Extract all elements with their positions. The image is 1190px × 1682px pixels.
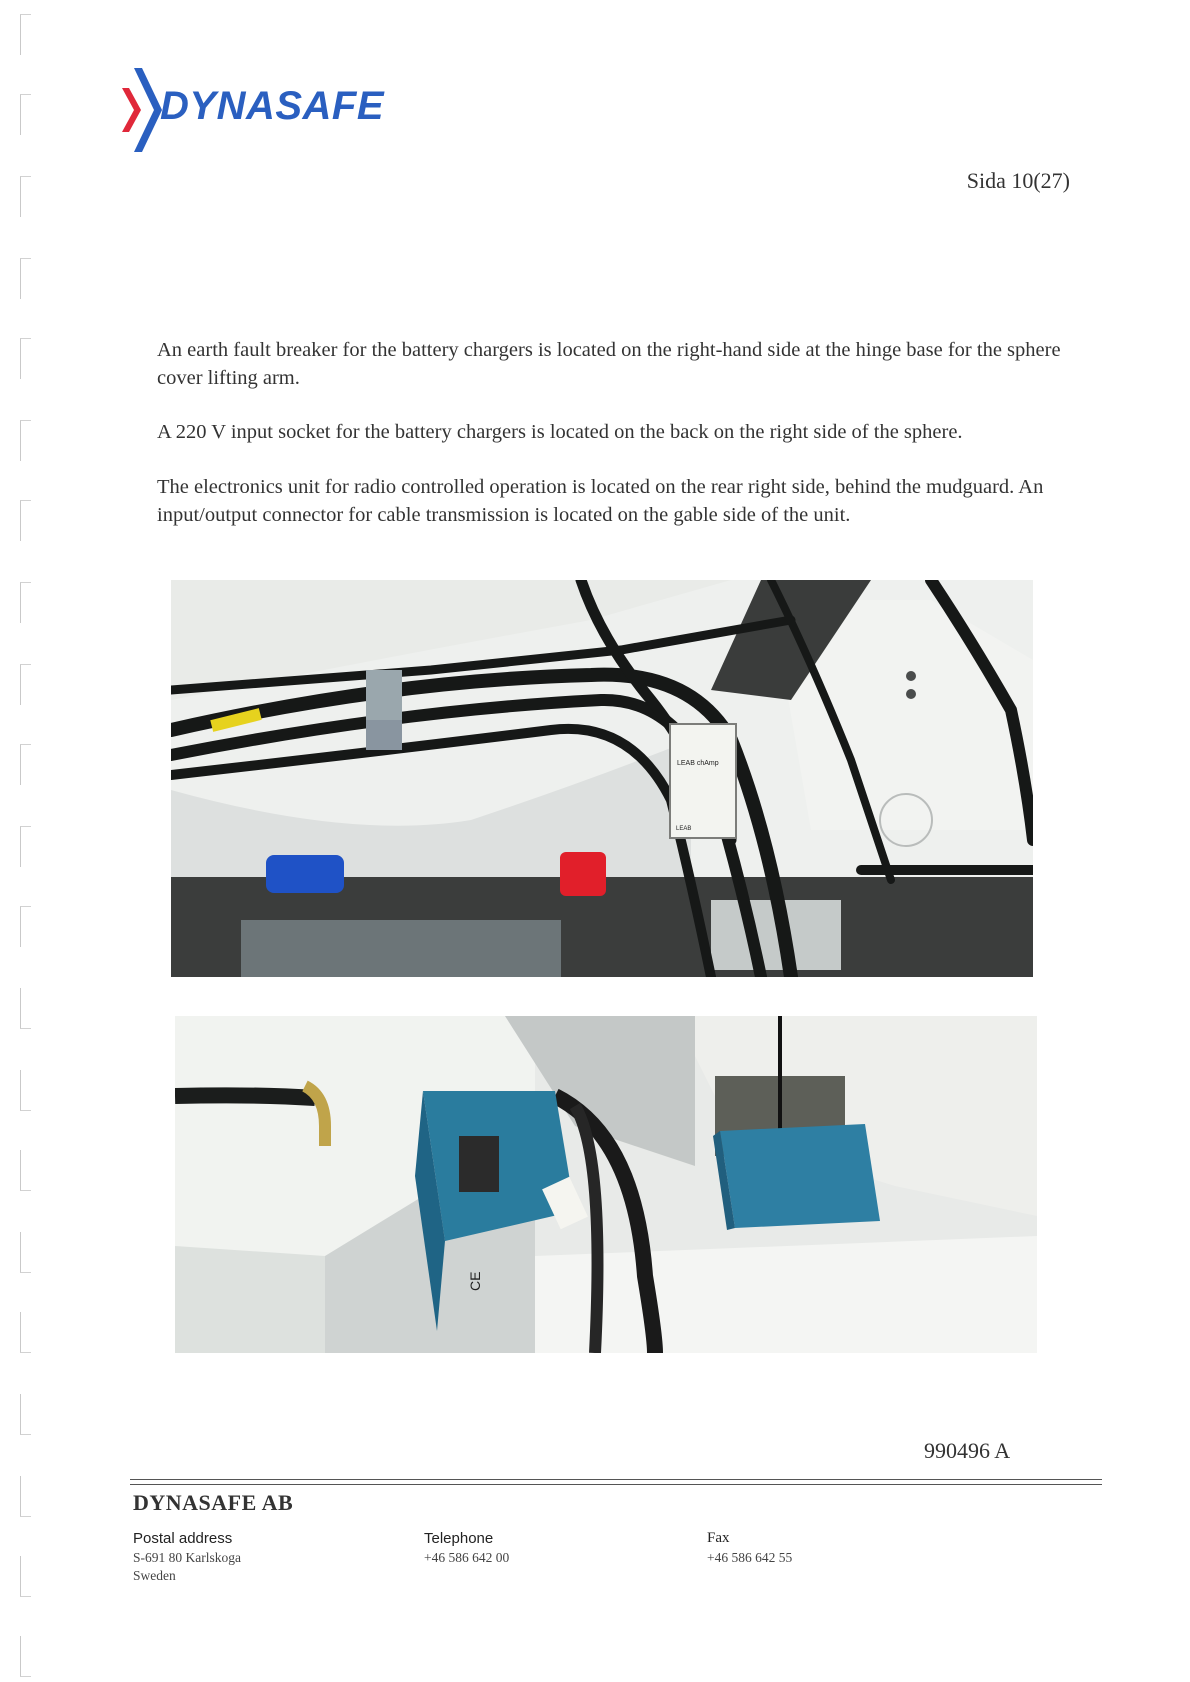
page-number: Sida 10(27) <box>966 168 1070 193</box>
binder-mark <box>20 258 31 299</box>
fax-block <box>707 1530 792 1567</box>
binder-mark <box>20 420 31 461</box>
company-name: DYNASAFE AB <box>133 1490 294 1515</box>
binder-mark <box>20 1476 31 1517</box>
document-code: 990496 A <box>924 1438 1011 1463</box>
binder-mark <box>20 1556 31 1597</box>
footer-rule <box>130 1484 1102 1485</box>
telephone-label: Telephone <box>424 1530 494 1547</box>
binder-mark <box>20 338 31 379</box>
logo-mark-icon <box>120 62 164 158</box>
ce-marking: CE <box>467 1271 483 1291</box>
binder-mark <box>20 1232 31 1273</box>
paragraph-electronics-unit: The electronics unit for radio controlled operation is located on the rear right side, behind the mudguard. An input/output connector for cable transmission is located on the gable side of the unit. <box>157 476 1044 526</box>
binder-mark <box>20 1394 31 1435</box>
footer-rule <box>130 1479 1102 1480</box>
device-brand: LEAB <box>676 826 692 832</box>
binder-mark <box>20 988 31 1029</box>
photo-battery-charger-area <box>171 580 1033 977</box>
fax-number: +46 586 642 55 <box>707 1550 793 1565</box>
binder-mark <box>20 1636 31 1677</box>
paragraph-earth-fault-breaker: An earth fault breaker for the battery chargers is located on the right-hand side at the hinge base for the sphere cover lifting arm. <box>157 339 1061 389</box>
postal-line: Sweden <box>133 1568 176 1583</box>
binder-mark <box>20 14 31 55</box>
binder-mark <box>20 664 31 705</box>
dynasafe-logo <box>120 62 390 158</box>
binder-mark <box>20 176 31 217</box>
binder-mark <box>20 1312 31 1353</box>
logo-text: DYNASAFE <box>160 84 385 128</box>
postal-label: Postal address <box>133 1530 233 1547</box>
paragraph-input-socket: A 220 V input socket for the battery chargers is located on the back on the right side of the sphere. <box>157 421 963 443</box>
binder-mark <box>20 500 31 541</box>
binder-mark <box>20 582 31 623</box>
postal-address <box>133 1530 241 1585</box>
fax-label: Fax <box>707 1530 730 1546</box>
binder-mark <box>20 826 31 867</box>
photo-radio-control-unit <box>175 1016 1037 1353</box>
binder-mark <box>20 94 31 135</box>
binder-mark <box>20 1070 31 1111</box>
telephone-number: +46 586 642 00 <box>424 1550 510 1565</box>
binder-mark <box>20 744 31 785</box>
device-label: LEAB chAmp <box>677 760 719 767</box>
binder-mark <box>20 1150 31 1191</box>
binder-mark <box>20 906 31 947</box>
telephone-block <box>424 1530 509 1567</box>
postal-line: S-691 80 Karlskoga <box>133 1550 241 1565</box>
